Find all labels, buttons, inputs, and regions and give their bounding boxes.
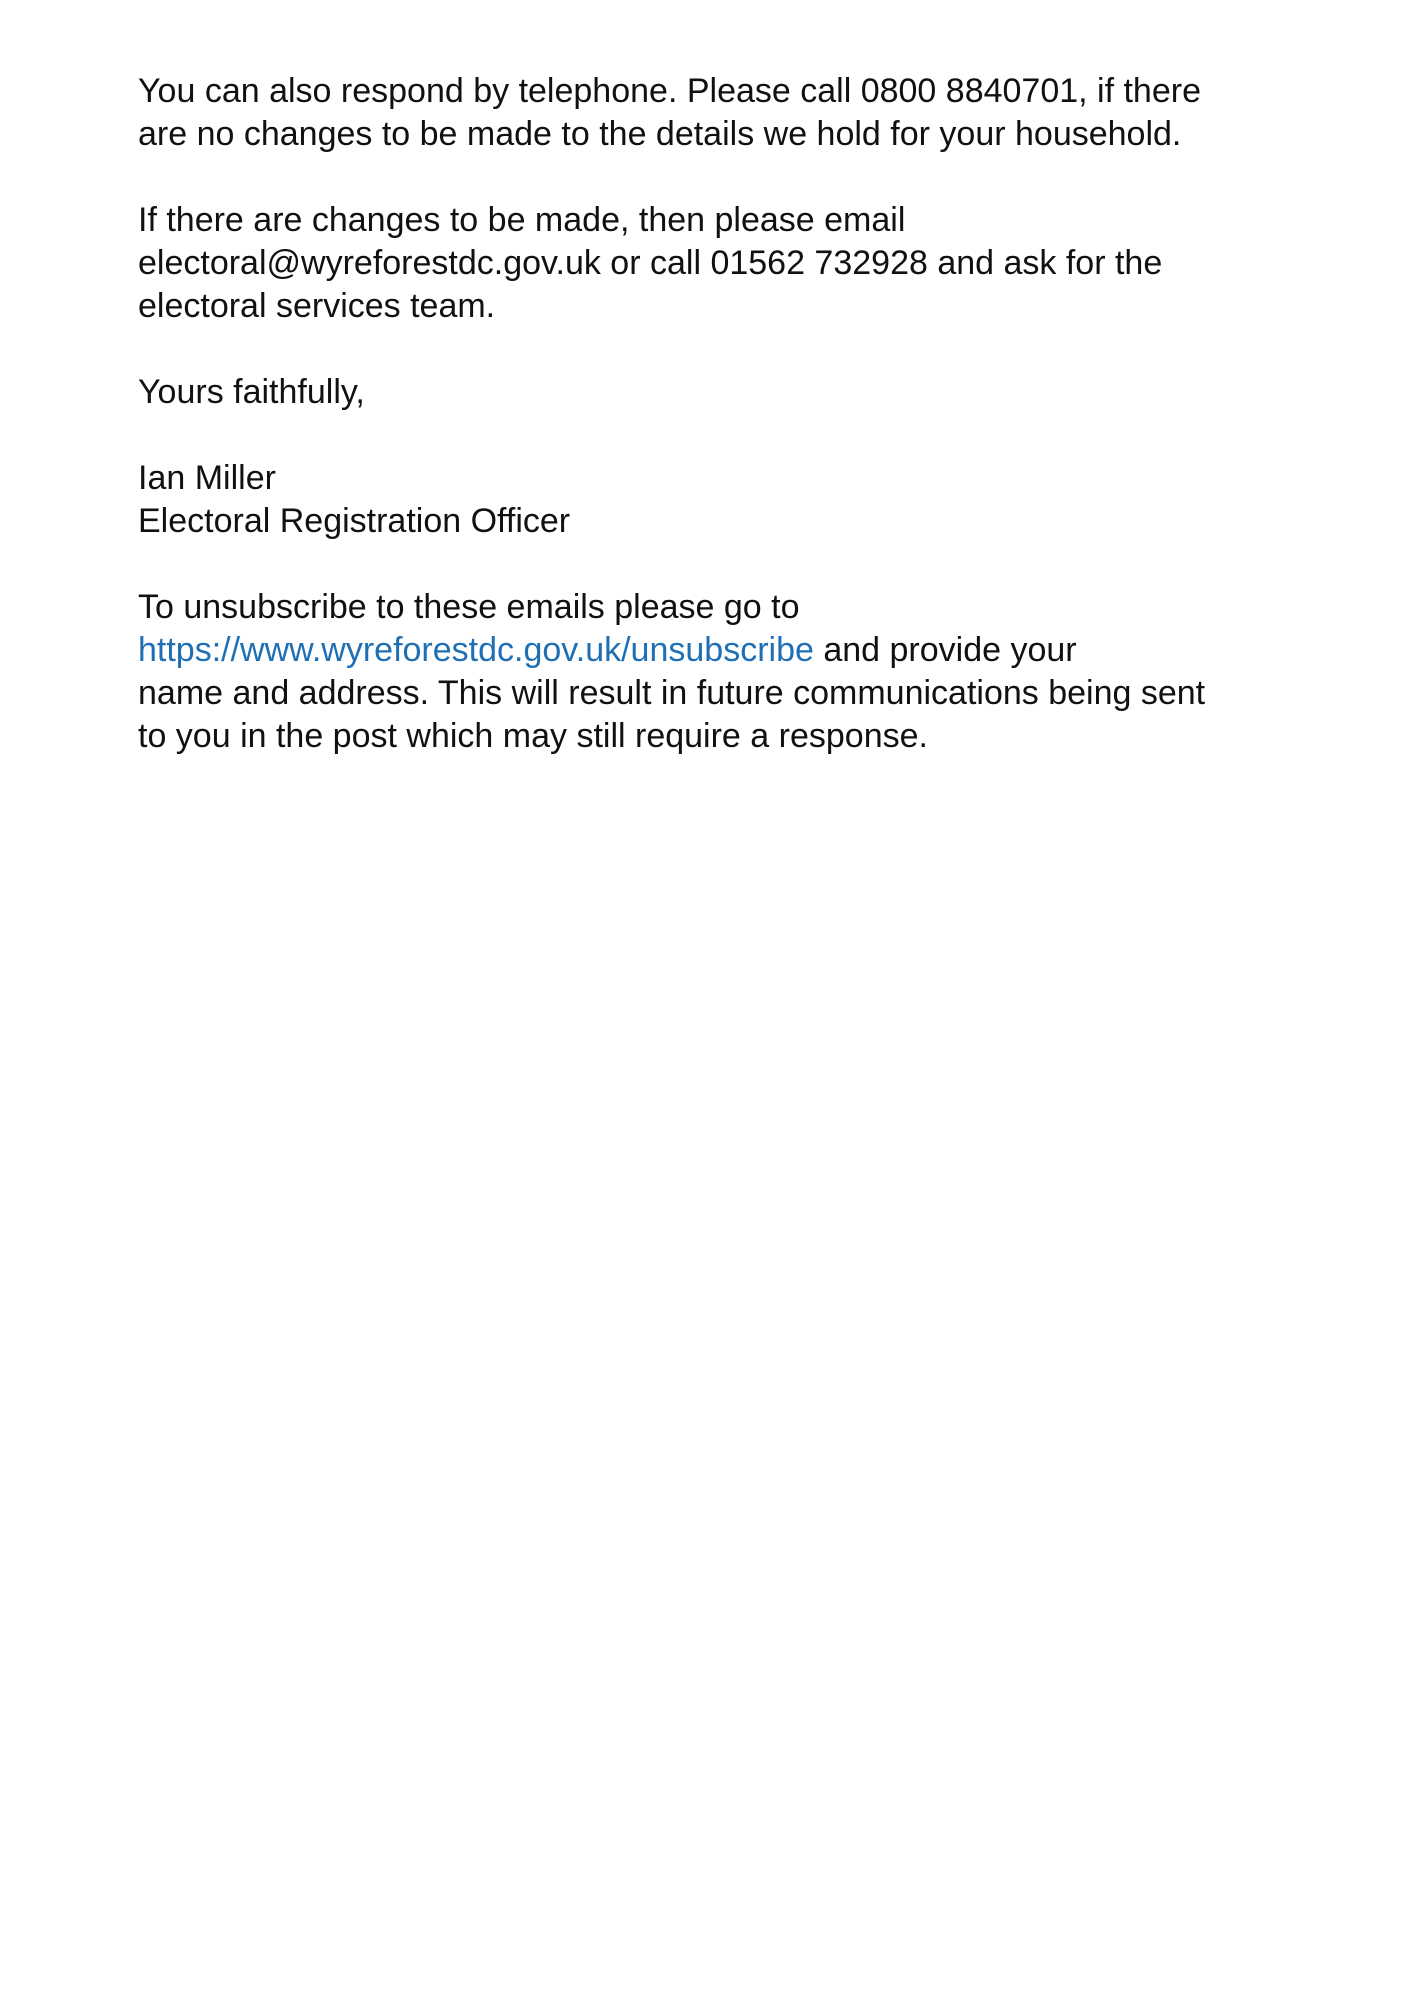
unsubscribe-line-1: To unsubscribe to these emails please go to: [138, 588, 800, 626]
unsubscribe-paragraph: [138, 586, 1298, 758]
letter-body: [138, 70, 1298, 801]
unsubscribe-line-2-rest: and provide your: [813, 631, 1077, 669]
closing-text: Yours faithfully,: [138, 373, 365, 411]
signatory-name: Ian Miller: [138, 459, 276, 497]
closing-paragraph: [138, 371, 1298, 414]
telephone-paragraph: [138, 70, 1298, 156]
unsubscribe-line-3: name and address. This will result in future communications being sent: [138, 674, 1206, 712]
unsubscribe-link[interactable]: https://www.wyreforestdc.gov.uk/unsubscribe: [138, 631, 814, 669]
changes-line-1: If there are changes to be made, then please email: [138, 201, 906, 239]
telephone-line-1: You can also respond by telephone. Please call 0800 8840701, if there: [138, 72, 1201, 110]
telephone-line-2: are no changes to be made to the details we hold for your household.: [138, 115, 1182, 153]
signatory-title: Electoral Registration Officer: [138, 502, 571, 540]
unsubscribe-line-4: to you in the post which may still require a response.: [138, 717, 928, 755]
changes-paragraph: [138, 199, 1298, 328]
unsubscribe-line-2: [138, 629, 1298, 672]
signature-block: [138, 457, 1298, 543]
changes-line-2: electoral@wyreforestdc.gov.uk or call 01562 732928 and ask for the: [138, 244, 1163, 282]
changes-line-3: electoral services team.: [138, 287, 496, 325]
